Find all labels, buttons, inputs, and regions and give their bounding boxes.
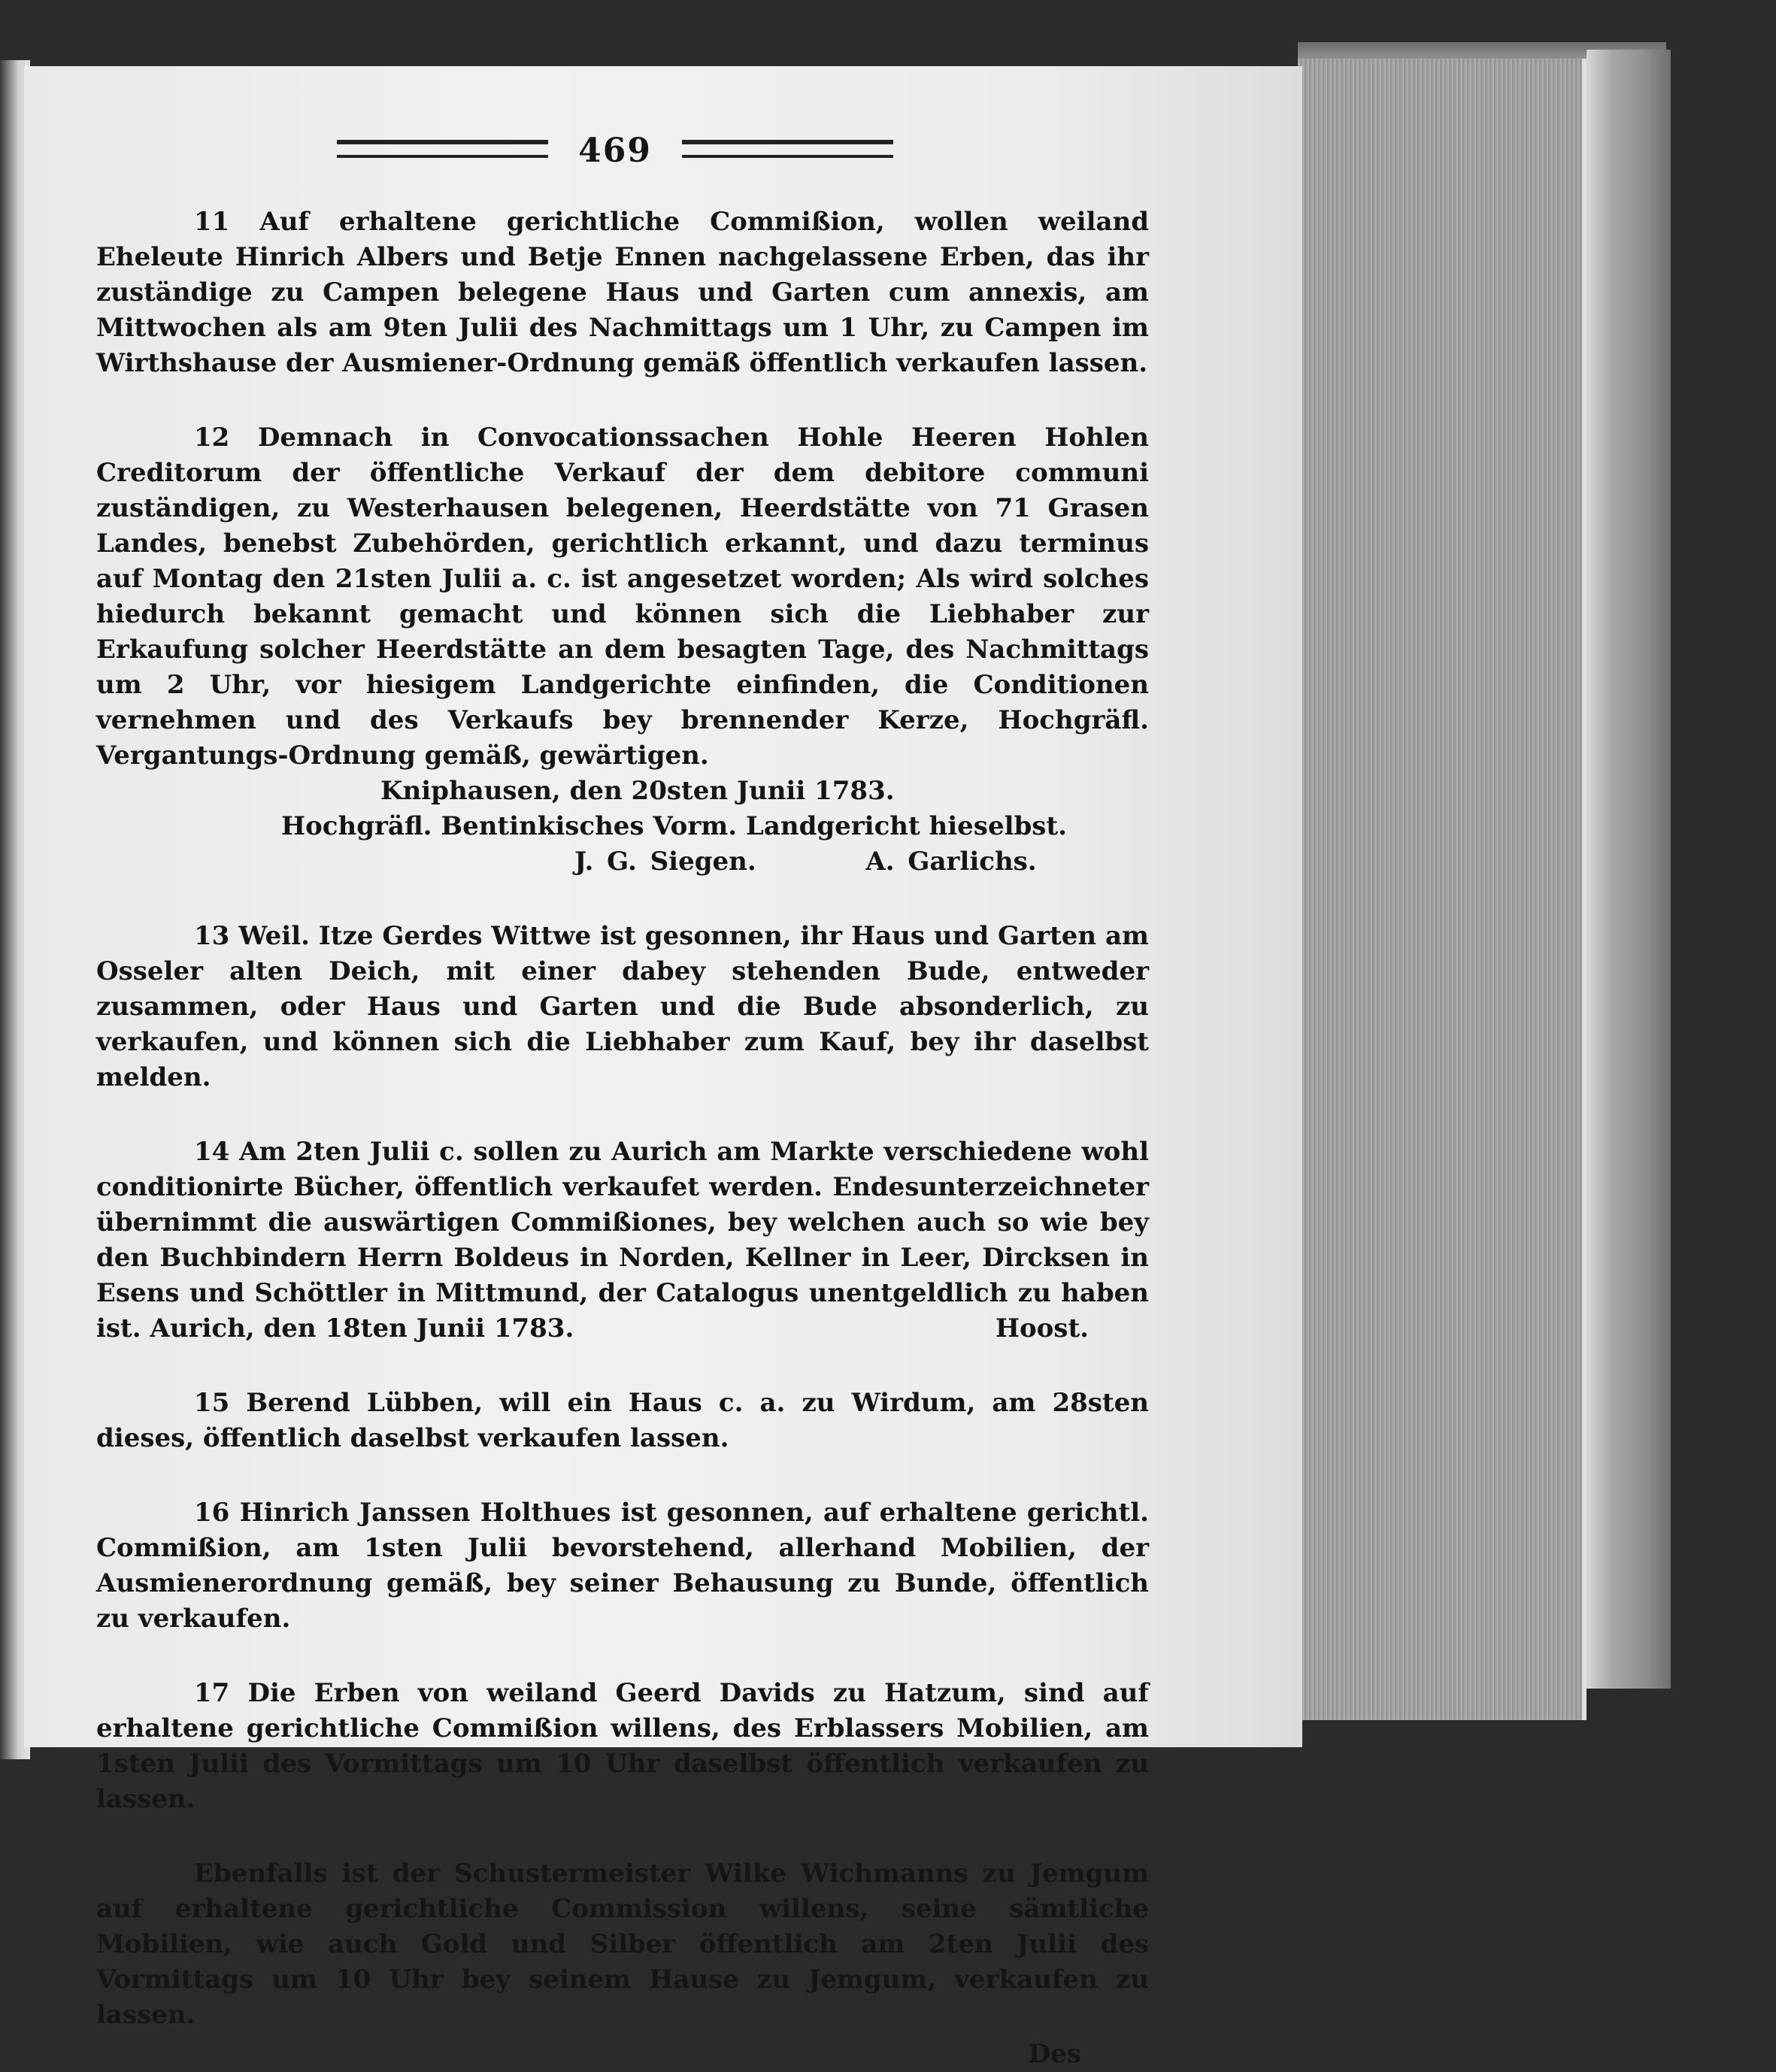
signature-court: Hochgräfl. Bentinkisches Vorm. Landgericht hieselbst. xyxy=(281,811,1067,841)
entry-13 xyxy=(96,919,1149,1095)
signature-hoost: Hoost. xyxy=(995,1313,1089,1343)
header-rule-right xyxy=(682,140,893,158)
signature-place-date: Kniphausen, den 20sten Junii 1783. xyxy=(380,776,895,806)
signature-name-2: A. Garlichs. xyxy=(865,847,1037,877)
entry-11 xyxy=(96,204,1149,381)
entries xyxy=(96,204,1149,2072)
entry-number: 11 xyxy=(194,207,230,237)
entry-14 xyxy=(96,1134,1149,1346)
catchword: Des xyxy=(1028,2039,1081,2069)
final-paragraph xyxy=(96,1856,1149,2033)
entry-15 xyxy=(96,1386,1149,1456)
entry-12 xyxy=(96,420,1149,774)
signature-block-12 xyxy=(96,774,1149,880)
entry-text: Die Erben von weiland Geerd Davids zu Hatzum, sind auf erhaltene gerichtliche Commißion willens, des Erblassers Mobilien, am 1sten Julii des Vormittags um 10 Uhr daselbst öffentlich verkaufen zu lassen. xyxy=(96,1678,1149,1814)
final-paragraph-text: Ebenfalls ist der Schustermeister Wilke Wichmanns zu Jemgum auf erhaltene gerichtliche Commission willens, seine sämtliche Mobilien, wie auch Gold und Silber öffentlich am 2ten Julii des Vormittags um 10 Uhr bey seinem Hause zu Jemgum, verkaufen zu lassen. xyxy=(96,1858,1149,2030)
text-block xyxy=(96,126,1149,2072)
page-stack-edge xyxy=(1298,59,1587,1720)
entry-text: Berend Lübben, will ein Haus c. a. zu Wirdum, am 28sten dieses, öffentlich daselbst verkaufen lassen. xyxy=(96,1388,1149,1453)
page-header xyxy=(337,126,893,171)
entry-text: Auf erhaltene gerichtliche Commißion, wollen weiland Eheleute Hinrich Albers und Betje Ennen nachgelassene Erben, das ihr zuständige zu Campen belegene Haus und Garten cum annexis, am Mittwochen als am 9ten Julii des Nachmittags um 1 Uhr, zu Campen im Wirthshause der Ausmiener-Ordnung gemäß öffentlich verkaufen lassen. xyxy=(96,207,1150,378)
entry-text: Hinrich Janssen Holthues ist gesonnen, auf erhaltene gerichtl. Commißion, am 1sten Julii bevorstehend, allerhand Mobilien, der Ausmienerordnung gemäß, bey seiner Behausung zu Bunde, öffentlich zu verkaufen. xyxy=(96,1498,1150,1634)
entry-text: Weil. Itze Gerdes Wittwe ist gesonnen, ihr Haus und Garten am Osseler alten Deich, mit einer dabey stehenden Bude, entweder zusammen, oder Haus und Garten und die Bude absonderlich, zu verkaufen, und können sich die Liebhaber zum Kauf, bey ihr daselbst melden. xyxy=(96,921,1149,1092)
book-cover xyxy=(1587,50,1671,1689)
header-rule-left xyxy=(337,140,548,158)
entry-number: 13 xyxy=(194,921,230,951)
entry-number: 16 xyxy=(194,1498,230,1528)
entry-number: 15 xyxy=(194,1388,230,1418)
entry-16 xyxy=(96,1495,1149,1637)
page-number: 469 xyxy=(578,131,652,170)
entry-17 xyxy=(96,1676,1149,1817)
signature-names xyxy=(96,844,1149,880)
entry-number: 14 xyxy=(194,1137,230,1167)
entry-number: 17 xyxy=(194,1678,230,1708)
entry-text: Am 2ten Julii c. sollen zu Aurich am Markte verschiedene wohl conditionirte Bücher, öffentlich verkaufet werden. Endesunterzeichneter übernimmt die auswärtigen Commißiones, bey welchen auch so wie bey den Buchbindern Herrn Boldeus in Norden, Kellner in Leer, Dircksen in Esens und Schöttler in Mittmund, der Catalogus unentgeldlich zu haben ist. Aurich, den 18ten Junii 1783. xyxy=(96,1137,1149,1343)
entry-text: Demnach in Convocationssachen Hohle Heeren Hohlen Creditorum der öffentliche Verkauf der dem debitore communi zuständigen, zu Westerhausen belegenen, Heerdstätte von 71 Grasen Landes, benebst Zubehörden, gerichtlich erkannt, und dazu terminus auf Montag den 21sten Julii a. c. ist angesetzet worden; Als wird solches hiedurch bekannt gemacht und können sich die Liebhaber zur Erkaufung solcher Heerdstätte an dem besagten Tage, des Nachmittags um 2 Uhr, vor hiesigem Landgerichte einfinden, die Conditionen vernehmen und des Verkaufs bey brennender Kerze, Hochgräfl. Vergantungs-Ordnung gemäß, gewärtigen. xyxy=(96,423,1149,771)
signature-name-1: J. G. Siegen. xyxy=(574,847,756,877)
entry-number: 12 xyxy=(194,423,230,453)
